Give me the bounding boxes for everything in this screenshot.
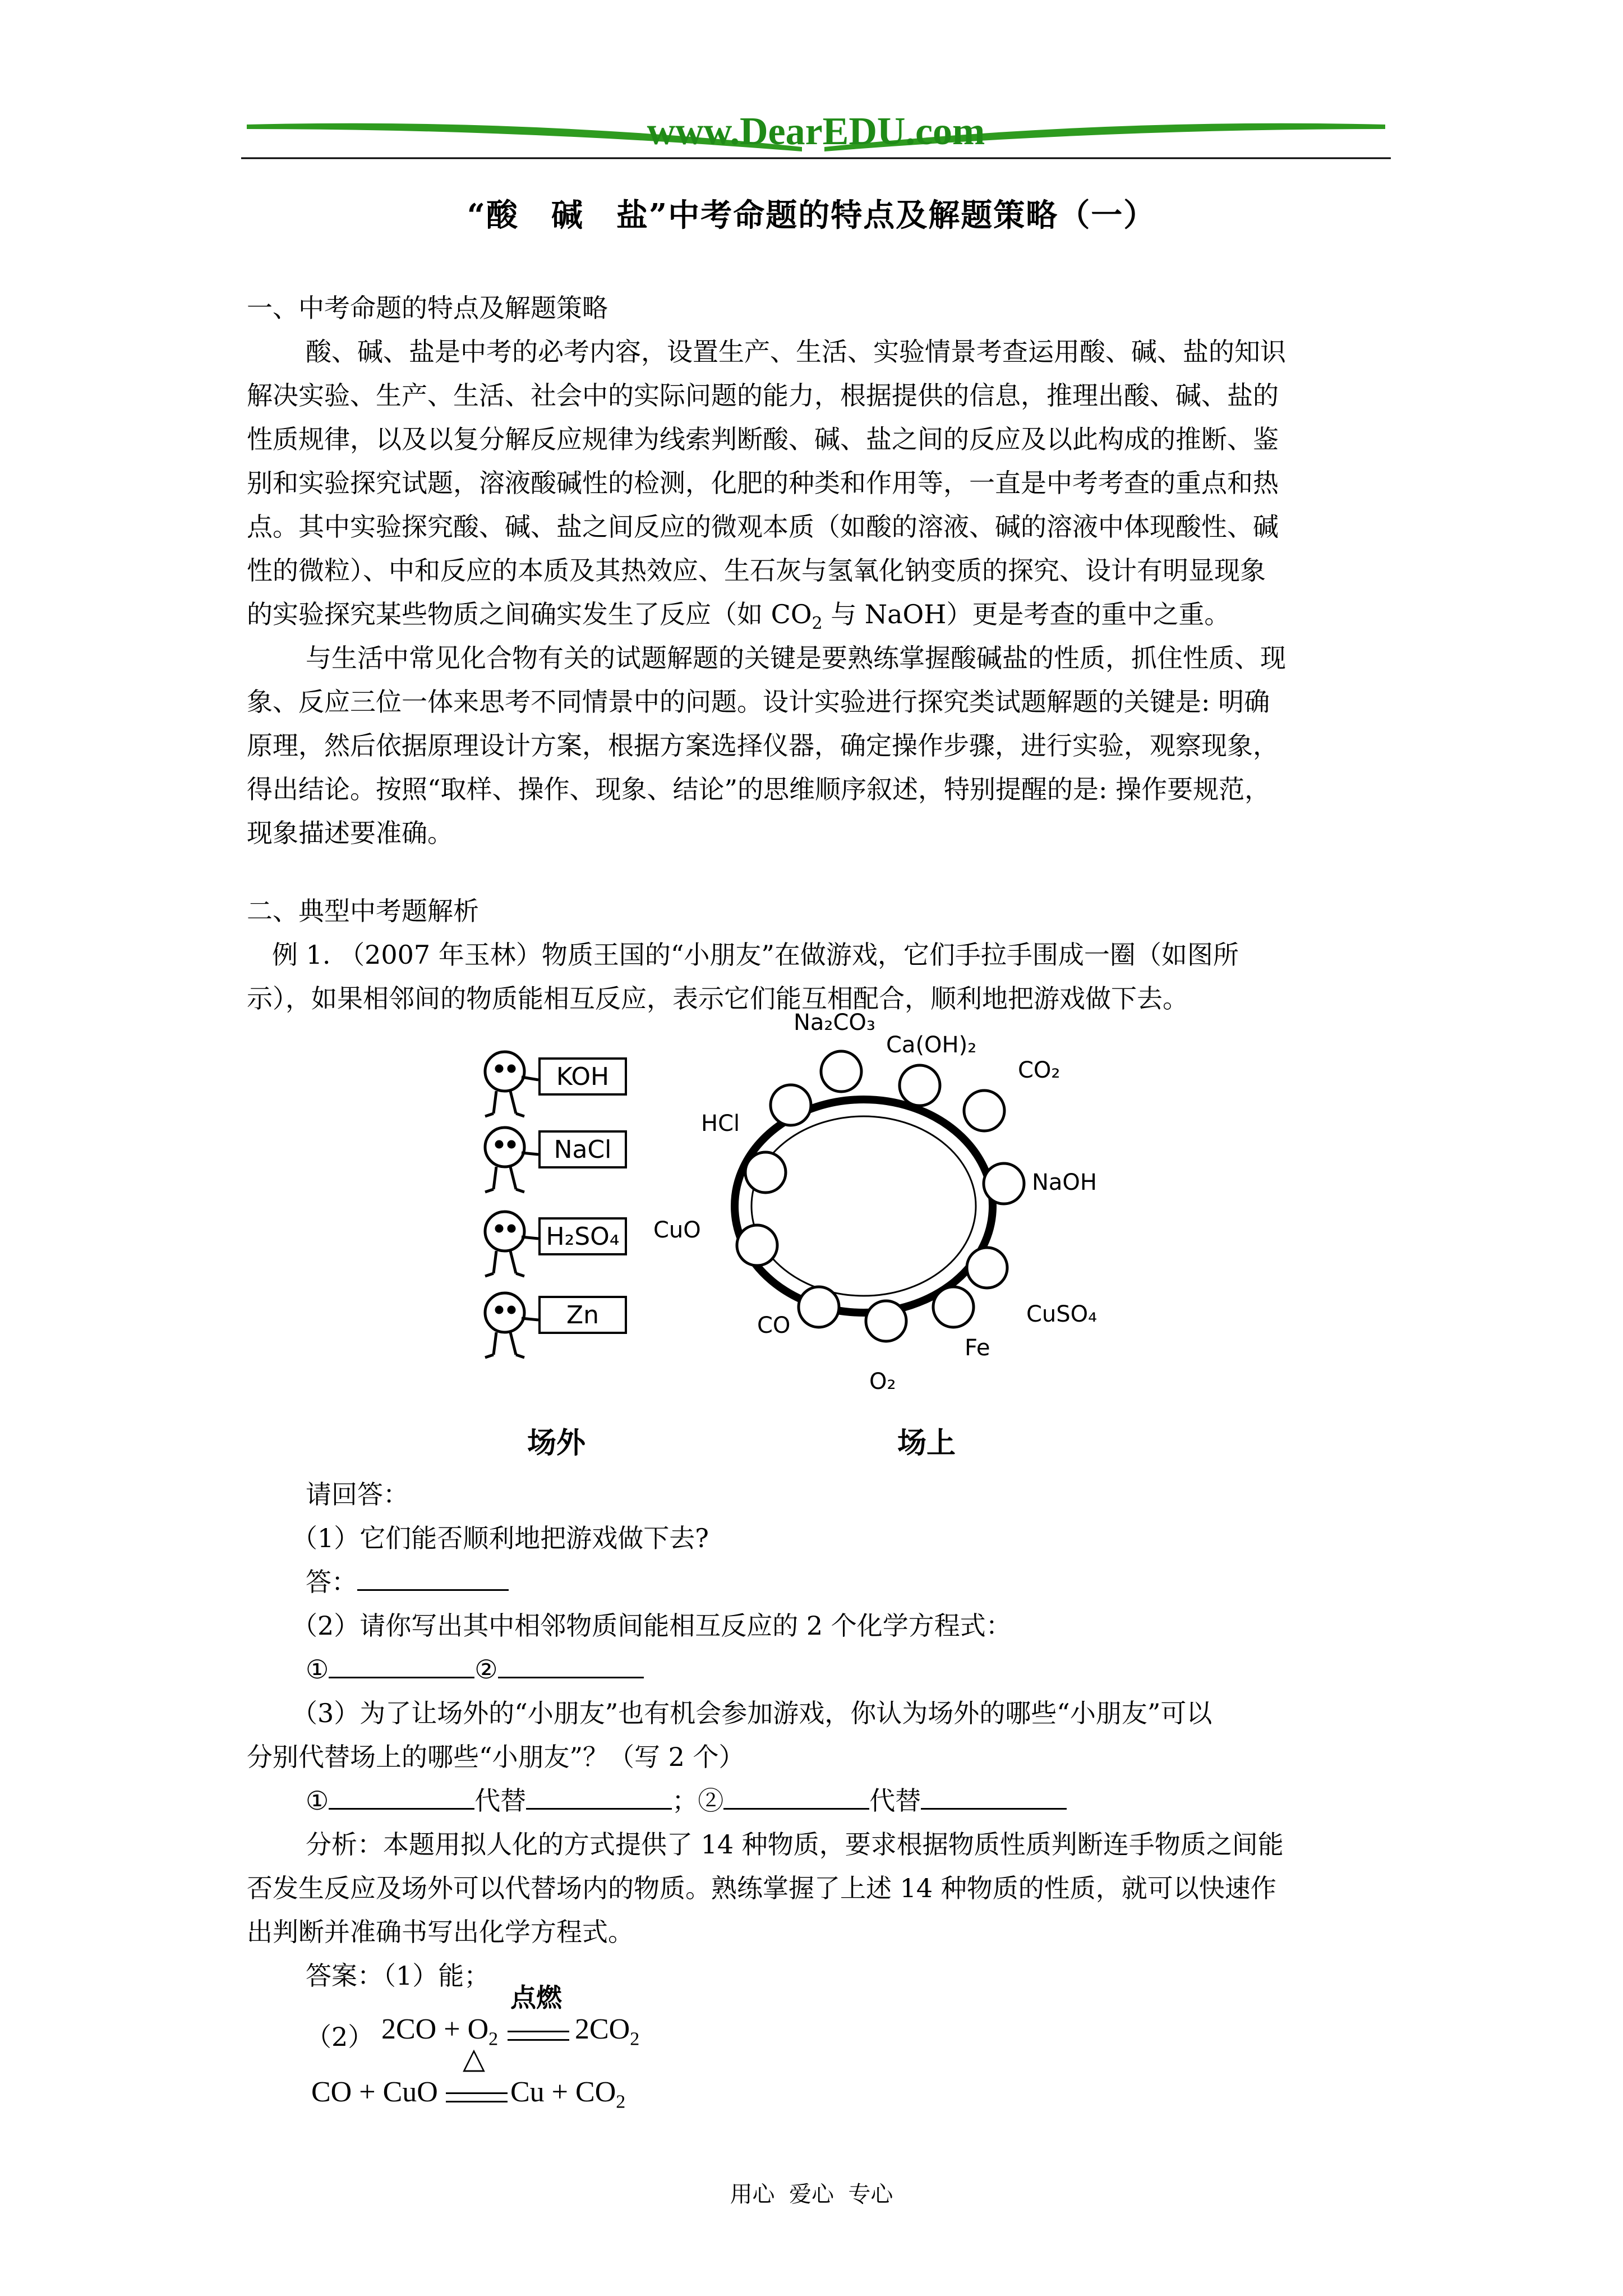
question-3-blanks: ① 代替 ；② 代替 bbox=[306, 1779, 1461, 1823]
blank[interactable] bbox=[921, 1783, 1067, 1810]
label-naoh: NaOH bbox=[1032, 1170, 1097, 1195]
label-cuso4: CuSO₄ bbox=[1026, 1301, 1098, 1327]
equation-1: $2CO + O_2$ bbox=[381, 2013, 499, 2050]
outside-koh-box: KOH bbox=[538, 1057, 627, 1096]
analysis-line: 分析：本题用拟人化的方式提供了 14 种物质，要求根据物质性质判断连手物质之间能 bbox=[306, 1829, 1284, 1860]
blank[interactable] bbox=[526, 1783, 672, 1810]
eq1-prefix: （2） bbox=[306, 2022, 374, 2052]
outside-h2so4-box: H₂SO₄ bbox=[538, 1217, 627, 1255]
analysis-line: 否发生反应及场外可以代替场内的物质。熟练掌握了上述 14 种物质的性质，就可以快速作 bbox=[247, 1873, 1276, 1903]
equation-2: CO + CuO bbox=[311, 2076, 438, 2108]
question-1: （1）它们能否顺利地把游戏做下去? bbox=[292, 1523, 709, 1553]
blank[interactable] bbox=[329, 1652, 474, 1678]
blank[interactable] bbox=[723, 1783, 869, 1810]
label-caoh2: Ca(OH)₂ bbox=[886, 1032, 977, 1058]
eq2-equals bbox=[446, 2092, 508, 2102]
para2-line: 原理，然后依据原理设计方案，根据方案选择仪器，确定操作步骤，进行实验，观察现象， bbox=[247, 730, 1279, 761]
eq2-right: $Cu + CO_2$ bbox=[510, 2076, 626, 2113]
eq1-condition: 点燃 bbox=[510, 1982, 562, 2013]
kid-figure bbox=[485, 1052, 538, 1116]
para2-line: 象、反应三位一体来思考不同情景中的问题。设计实验进行探究类试题解题的关键是: 明确 bbox=[247, 687, 1270, 717]
eq1-equals bbox=[508, 2031, 569, 2041]
para1-line: 性的微粒）、中和反应的本质及其热效应、生石灰与氢氧化钠变质的探究、设计有明显现象 bbox=[247, 555, 1266, 586]
header-logo bbox=[241, 112, 1391, 163]
label-co2: CO₂ bbox=[1018, 1057, 1061, 1083]
footer: 用心 爱心 专心 bbox=[730, 2182, 893, 2207]
label-cuo: CuO bbox=[653, 1217, 701, 1243]
question-prompt: 请回答： bbox=[306, 1479, 409, 1510]
para1-line: 酸、碱、盐是中考的必考内容，设置生产、生活、实验情景考查运用酸、碱、盐的知识 bbox=[306, 337, 1286, 367]
answer-1: 答案：（1）能； bbox=[306, 1961, 490, 1991]
answer-1-line: 答： bbox=[306, 1560, 1461, 1604]
label-co: CO bbox=[757, 1313, 791, 1338]
section1-heading: 一、中考命题的特点及解题策略 bbox=[247, 293, 608, 323]
analysis-line: 出判断并准确书写出化学方程式。 bbox=[247, 1917, 634, 1947]
para1-line: 性质规律，以及以复分解反应规律为线索判断酸、碱、盐之间的反应及以此构成的推断、鉴 bbox=[247, 424, 1279, 454]
label-o2: O₂ bbox=[869, 1369, 896, 1395]
section2-heading: 二、典型中考题解析 bbox=[247, 896, 479, 926]
kid-figure bbox=[485, 1293, 538, 1358]
para1-line: 点。其中实验探究酸、碱、盐之间反应的微观本质（如酸的溶液、碱的溶液中体现酸性、碱 bbox=[247, 512, 1279, 542]
para1-line: 别和实验探究试题，溶液酸碱性的检测，化肥的种类和作用等，一直是中考考查的重点和热 bbox=[247, 468, 1279, 498]
para2-line: 现象描述要准确。 bbox=[247, 818, 453, 848]
para2-line: 与生活中常见化合物有关的试题解题的关键是要熟练掌握酸碱盐的性质，抓住性质、现 bbox=[306, 643, 1286, 673]
para2-line: 得出结论。按照“取样、操作、现象、结论”的思维顺序叙述，特别提醒的是: 操作要规范， bbox=[247, 774, 1271, 804]
outside-zn-box: Zn bbox=[538, 1296, 627, 1334]
para1-line: 解决实验、生产、生活、社会中的实际问题的能力，根据提供的信息，推理出酸、碱、盐的 bbox=[247, 380, 1279, 411]
logo-text: www.DearEDU.com bbox=[647, 110, 985, 153]
question-3-line2: 分别代替场上的哪些“小朋友”？（写 2 个） bbox=[247, 1742, 745, 1772]
question-2: （2）请你写出其中相邻物质间能相互反应的 2 个化学方程式： bbox=[292, 1611, 1012, 1641]
label-fe: Fe bbox=[965, 1335, 990, 1361]
blank[interactable] bbox=[498, 1652, 644, 1678]
page-title: “酸 碱 盐”中考命题的特点及解题策略（一） bbox=[467, 197, 1156, 234]
example-line: 示），如果相邻间的物质能相互反应，表示它们能互相配合，顺利地把游戏做下去。 bbox=[247, 983, 1188, 1014]
kid-figure bbox=[485, 1128, 538, 1192]
question-3-line1: （3）为了让场外的“小朋友”也有机会参加游戏，你认为场外的哪些“小朋友”可以 bbox=[292, 1698, 1212, 1728]
outside-nacl-box: NaCl bbox=[538, 1130, 627, 1168]
label-na2co3: Na₂CO₃ bbox=[794, 1010, 875, 1036]
caption-outside: 场外 bbox=[527, 1427, 586, 1460]
eq2-condition: △ bbox=[463, 2042, 485, 2076]
caption-inside: 场上 bbox=[897, 1427, 956, 1460]
eq1-right: $2CO_2$ bbox=[575, 2013, 640, 2050]
blank[interactable] bbox=[329, 1783, 474, 1810]
figure bbox=[471, 1010, 1178, 1464]
example-line: 例 1. （2007 年玉林）物质王国的“小朋友”在做游戏，它们手拉手围成一圈（如图所 bbox=[272, 940, 1239, 970]
blank[interactable] bbox=[357, 1565, 509, 1591]
question-2-blanks: ① ② bbox=[306, 1648, 1461, 1691]
label-hcl: HCl bbox=[701, 1111, 740, 1137]
para1-last-line: 的实验探究某些物质之间确实发生了反应（如 $CO_2$ 与 NaOH）更是考查的重中之重。 bbox=[247, 599, 1230, 634]
kid-figure bbox=[485, 1212, 538, 1276]
